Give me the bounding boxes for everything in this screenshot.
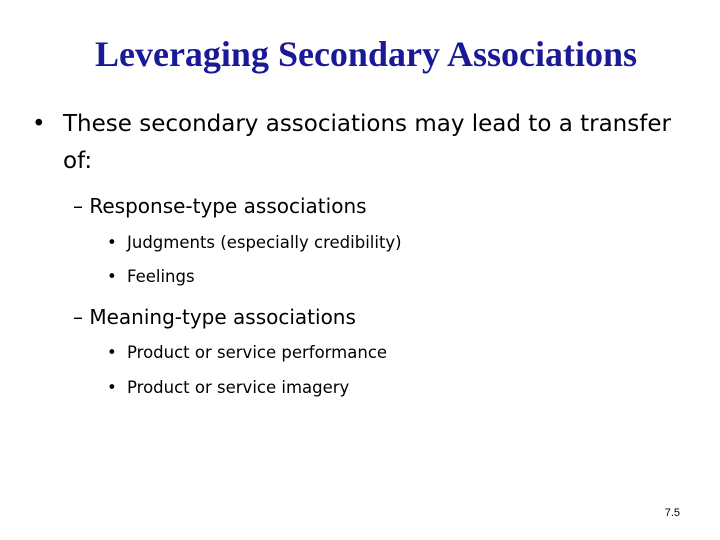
sub-bullet-item bbox=[73, 303, 356, 331]
sub-sub-bullet-marker: • bbox=[107, 378, 117, 397]
bullet-marker: • bbox=[32, 111, 46, 137]
sub-sub-bullet-text: Product or service performance bbox=[127, 343, 388, 362]
sub-sub-bullet-marker: • bbox=[107, 267, 117, 286]
sub-sub-bullet-text: Product or service imagery bbox=[127, 378, 350, 397]
sub-sub-bullet-text: Judgments (especially credibility) bbox=[127, 233, 402, 252]
sub-sub-bullet-text: Feelings bbox=[127, 267, 195, 286]
sub-sub-bullet-item bbox=[107, 341, 387, 365]
bullet-text: These secondary associations may lead to a transfer of: bbox=[63, 111, 671, 174]
sub-sub-bullet-item bbox=[107, 376, 349, 400]
sub-bullet-text: Response-type associations bbox=[89, 194, 367, 218]
sub-bullet-marker: – bbox=[73, 194, 83, 218]
sub-bullet-text: Meaning-type associations bbox=[89, 305, 356, 329]
page-number: 7.5 bbox=[664, 507, 680, 519]
sub-sub-bullet-marker: • bbox=[107, 233, 117, 252]
sub-sub-bullet-item bbox=[107, 231, 402, 255]
sub-sub-bullet-item bbox=[107, 265, 195, 289]
bullet-item bbox=[32, 106, 672, 180]
sub-bullet-marker: – bbox=[73, 305, 83, 329]
sub-bullet-item bbox=[73, 192, 367, 220]
slide-title: Leveraging Secondary Associations bbox=[94, 34, 637, 74]
sub-sub-bullet-marker: • bbox=[107, 343, 117, 362]
